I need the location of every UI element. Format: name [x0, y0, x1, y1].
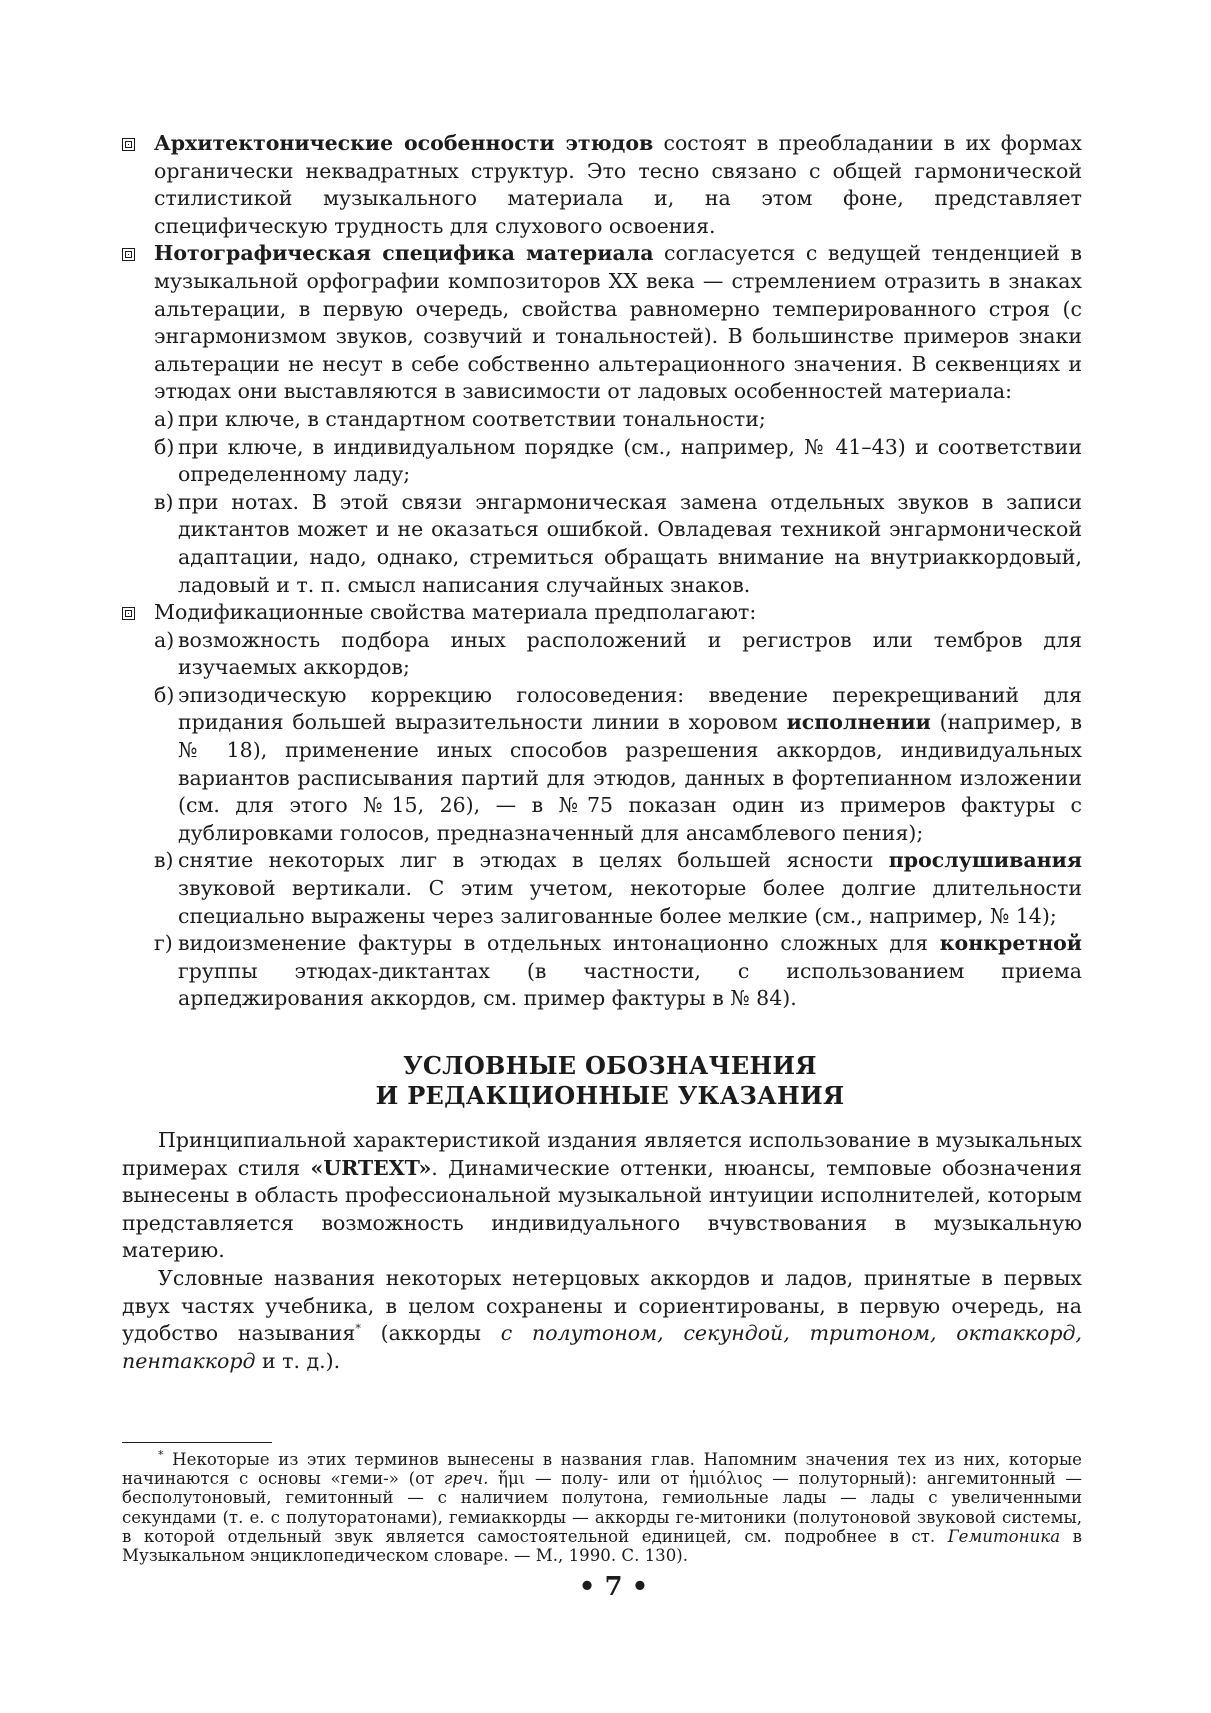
footnote-italic: греч.	[443, 1469, 489, 1489]
list-item-text: группы этюдах-диктантах (в частности, с использованием приема арпеджирования аккордов, см. пример фактуры в № 84).	[178, 958, 1082, 1011]
list-item-label: г)	[154, 931, 173, 956]
list-item-label: в)	[154, 848, 174, 873]
list-item-text: снятие некоторых лиг в этюдах в целях большей ясности	[178, 848, 889, 873]
paragraph-urtext	[122, 1127, 1082, 1265]
list-item-text: эпизодическую коррекцию голосоведения: введение перекрещиваний для придания большей выразительности линии в хоровом	[178, 682, 1082, 735]
square-bullet-icon	[122, 138, 135, 151]
list-item-label: б)	[154, 434, 175, 459]
footnote	[122, 1450, 1082, 1565]
list-item-bold: конкретной	[939, 931, 1082, 956]
footnote-text: в Музыкальном энциклопедическом словаре. — М., 1990. С. 130).	[122, 1526, 1082, 1566]
bullet-term: Архитектонические особенности этюдов	[154, 131, 654, 155]
paragraph-text: и т. д.).	[255, 1348, 341, 1373]
paragraph-text: Принципиальной характеристикой издания является использование в музыкальных примерах стиля	[122, 1128, 1082, 1180]
list-item-label: в)	[154, 489, 174, 514]
footnote-text: ἥμι — полу- или от ἡμιόλιος — полуторный): ангемитонный — бесполутоновый, гемитонный — с наличием полутона, гемиольные лады — лады с увеличенными секундами (т. е. с полуторатонами), гемиаккорды — аккорды ге-митоники (полутоновой звуковой системы, в которой отдельный звук является самостоятельной единицей, см. подробнее в ст.	[122, 1469, 1082, 1546]
list-item	[122, 406, 1082, 434]
square-bullet-icon	[122, 607, 135, 620]
footnote-divider	[122, 1442, 272, 1443]
section-heading-line2: И РЕДАКЦИОННЫЕ УКАЗАНИЯ	[375, 1081, 845, 1110]
bullet-text: Модификационные свойства материала предполагают:	[154, 600, 757, 625]
list-item	[122, 682, 1082, 848]
square-bullet-icon	[122, 248, 135, 261]
footnote-marker: *	[158, 1448, 164, 1462]
list-item-text: при ключе, в индивидуальном порядке (см., например, № 41–43) и соответствии определенному ладу;	[178, 434, 1082, 487]
list-item	[122, 627, 1082, 682]
paragraph-text: Условные названия некоторых нетерцовых аккордов и ладов, принятые в первых двух частях учебника, в целом сохранены и сориентированы, в первую очередь, на удобство называния	[122, 1265, 1082, 1346]
list-item	[122, 930, 1082, 1013]
bullet-architectonic	[122, 130, 1082, 240]
list-item-text: при нотах. В этой связи энгармоническая замена отдельных звуков в записи диктантов может и не оказаться ошибкой. Овладевая техникой энгармонической адаптации, надо, однако, стремиться обращать внимание на внутриаккордовый, ладовый и т. п. смысл написания случайных знаков.	[178, 489, 1082, 597]
list-item-label: б)	[154, 682, 175, 707]
footnote-italic: Гемитоника	[947, 1526, 1061, 1546]
bullet-notographic	[122, 240, 1082, 406]
footnote-marker[interactable]: *	[355, 1322, 361, 1336]
bullet-modification	[122, 599, 1082, 627]
list-item-text: звуковой вертикали. С этим учетом, некоторые более долгие длительности специально выражены через залигованные более мелкие (см., например, № 14);	[178, 876, 1082, 928]
list-item-label: а)	[154, 406, 175, 431]
list-item-text: возможность подбора иных расположений и регистров или тембров для изучаемых аккордов;	[178, 627, 1082, 680]
footnote-text: Некоторые из этих терминов вынесены в названия глав. Напомним значения тех из них, которые начинаются с основы «геми-» (от	[122, 1450, 1082, 1489]
list-item-label: а)	[154, 627, 175, 652]
list-item	[122, 489, 1082, 599]
main-text	[122, 130, 1082, 1375]
list-item-text: при ключе, в стандартном соответствии тональности;	[178, 406, 766, 431]
section-heading	[122, 1051, 1082, 1111]
bullet-text: согласуется с ведущей тенденцией в музыкальной орфографии композиторов XX века — стремлением отразить в знаках альтерации, в первую очередь, свойства равномерно темперированного строя (с энгармонизмом звуков, созвучий и тональностей). В большинстве примеров знаки альтерации не несут в себе собственно альтерационного значения. В секвенциях и этюдах они выставляются в зависимости от ладовых особенностей материала:	[154, 241, 1082, 404]
list-item-text: видоизменение фактуры в отдельных интонационно сложных для	[178, 931, 940, 956]
bullet-term: Нотографическая специфика материала	[154, 241, 654, 266]
section-heading-line1: УСЛОВНЫЕ ОБОЗНАЧЕНИЯ	[403, 1051, 817, 1080]
list-item-text: (например, в № 18), применение иных способов разрешения аккордов, индивидуальных вариантов расписывания партий для этюдов, данных в фортепианном изложении (см. для этого №15, 26), — в №75 показан один из примеров фактуры с дублировками голосов, предназначенный для ансамблевого пения);	[178, 710, 1082, 845]
paragraph-names	[122, 1265, 1082, 1375]
bullet-text: состоят в преобладании в их формах органически неквадратных структур. Это тесно связано с общей гармонической стилистикой музыкального материала и, на этом фоне, представляет специфическую трудность для слухового освоения.	[154, 131, 1082, 238]
paragraph-italic: с полутоном, секундой, тритоном, октаккорд, пентаккорд	[122, 1321, 1083, 1373]
paragraph-text: (аккорды	[360, 1321, 501, 1346]
list-item	[122, 434, 1082, 489]
list-item-bold: прослушивания	[888, 848, 1082, 873]
page-number: • 7 •	[578, 1572, 649, 1602]
list-item-bold: исполнении	[786, 710, 931, 735]
list-item	[122, 847, 1082, 930]
paragraph-text: . Динамические оттенки, нюансы, темповые обозначения вынесены в область профессиональной музыкальной интуиции исполнителей, которым представляется возможность индивидуального вчувствования в музыкальную материю.	[122, 1155, 1082, 1263]
paragraph-bold: «URTEXT»	[310, 1155, 432, 1180]
